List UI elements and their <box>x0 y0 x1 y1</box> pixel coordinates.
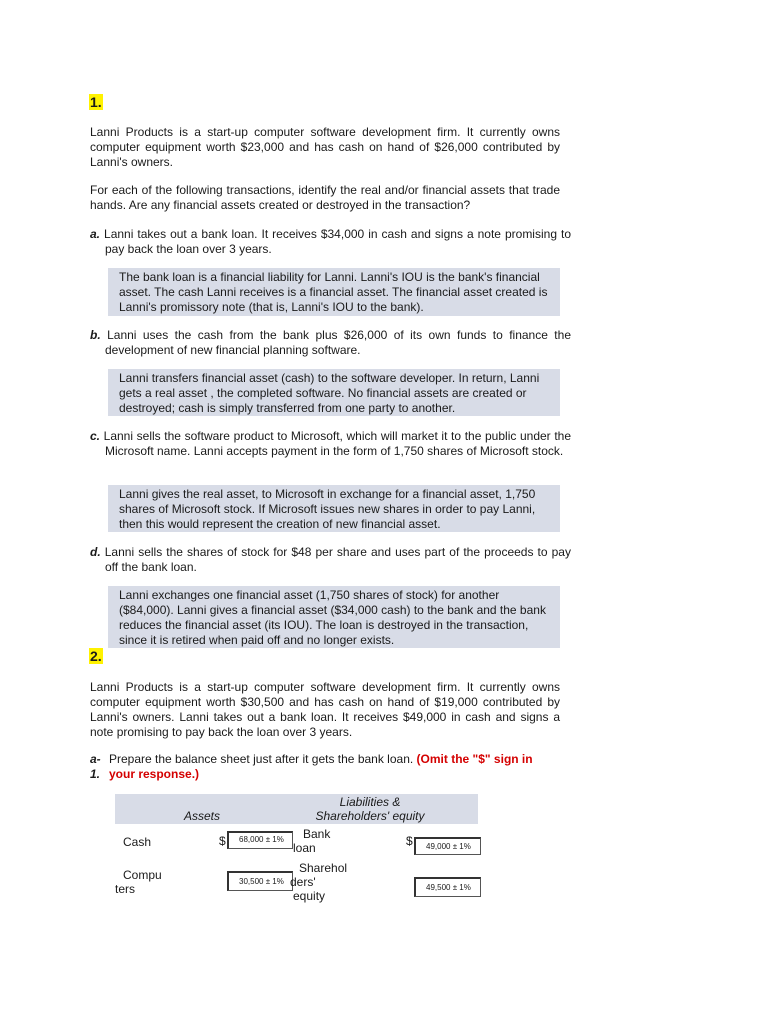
item-letter: b. <box>90 328 101 342</box>
item-text: Lanni takes out a bank loan. It receives $34,000 in cash and signs a note promising to pay back the loan over 3 years. <box>104 227 572 256</box>
question-1-item-a <box>90 227 571 257</box>
shareholders-equity-line1: Sharehol <box>299 861 348 875</box>
answer-box-d: Lanni exchanges one financial asset (1,750 shares of stock) for another ($84,000). Lanni gives a financial asset ($34,000 cash) to the bank and the bank reduces the financial asset (its IOU). The loan is destroyed in the transaction, since it is retired when paid off and no longer exists. <box>108 586 560 648</box>
cash-label: Cash <box>123 835 152 849</box>
answer-box-b: Lanni transfers financial asset (cash) to the software developer. In return, Lanni gets a real asset , the completed software. No financial assets are created or destroyed; cash is simply transferred from one party to another. <box>108 369 560 416</box>
question-1-item-d <box>90 545 571 575</box>
part-label-a: a- <box>90 752 101 766</box>
question-1-item-b <box>90 328 571 358</box>
item-text: Lanni sells the software product to Microsoft, which will market it to the public under the Microsoft name. Lanni accepts payment in the form of 1,750 shares of Microsoft stock. <box>103 429 571 458</box>
part-text: Prepare the balance sheet just after it gets the bank loan. <box>109 752 414 766</box>
part-label-1: 1. <box>90 767 101 781</box>
dollar-sign-assets: $ <box>219 834 226 848</box>
shareholders-equity-input[interactable]: 49,500 ± 1% <box>414 877 481 897</box>
computers-label-line2: ters <box>115 882 136 896</box>
item-letter: d. <box>90 545 101 559</box>
part-note: (Omit the "$" sign in your response.) <box>109 752 533 781</box>
computers-label-line1: Compu <box>123 868 162 882</box>
item-letter: c. <box>90 429 101 443</box>
liabilities-header-line1: Liabilities & <box>339 795 401 809</box>
computers-input[interactable]: 30,500 ± 1% <box>227 871 293 891</box>
bank-loan-label-line2: loan <box>293 841 316 855</box>
item-letter: a. <box>90 227 101 241</box>
shareholders-equity-label <box>290 861 348 903</box>
question-1-number: 1. <box>90 94 102 110</box>
question-2-part-a1 <box>90 752 560 782</box>
shareholders-equity-line2: ders' <box>290 875 316 889</box>
shareholders-equity-line3: equity <box>293 889 326 903</box>
question-2-number: 2. <box>90 648 102 664</box>
answer-box-a: The bank loan is a financial liability for Lanni. Lanni's IOU is the bank's financial asset. The cash Lanni receives is a financial asset. The financial asset created is Lanni's promissory note (that is, Lanni's IOU to the bank). <box>108 268 560 316</box>
dollar-sign-liabilities: $ <box>406 834 413 848</box>
question-1-instruction: For each of the following transactions, identify the real and/or financial assets that trade hands. Are any financial assets created or destroyed in the transaction? <box>90 183 560 212</box>
assets-header: Assets <box>184 809 221 823</box>
question-1-item-c <box>90 429 571 459</box>
liabilities-header-line2: Shareholders' equity <box>315 809 425 823</box>
bank-loan-input[interactable]: 49,000 ± 1% <box>414 837 481 855</box>
item-text: Lanni uses the cash from the bank plus $26,000 of its own funds to finance the development of new financial planning software. <box>105 328 571 357</box>
question-1-intro: Lanni Products is a start-up computer software development firm. It currently owns computer equipment worth $23,000 and has cash on hand of $26,000 contributed by Lanni's owners. <box>90 125 560 169</box>
liabilities-header <box>300 795 440 823</box>
cash-input[interactable]: 68,000 ± 1% <box>227 831 293 849</box>
item-text: Lanni sells the shares of stock for $48 per share and uses part of the proceeds to pay off the bank loan. <box>104 545 571 574</box>
bank-loan-label-line1: Bank <box>303 827 331 841</box>
question-2-intro: Lanni Products is a start-up computer software development firm. It currently owns computer equipment worth $30,500 and has cash on hand of $19,000 contributed by Lanni's owners. Lanni takes out a bank loan. It receives $49,000 in cash and signs a note promising to pay back the loan over 3 years. <box>90 680 560 739</box>
computers-label <box>115 868 162 896</box>
answer-box-c: Lanni gives the real asset, to Microsoft in exchange for a financial asset, 1,750 shares of Microsoft stock. If Microsoft issues new shares in order to pay Lanni, then this would represent the creation of new financial asset. <box>108 485 560 532</box>
bank-loan-label <box>293 827 330 855</box>
